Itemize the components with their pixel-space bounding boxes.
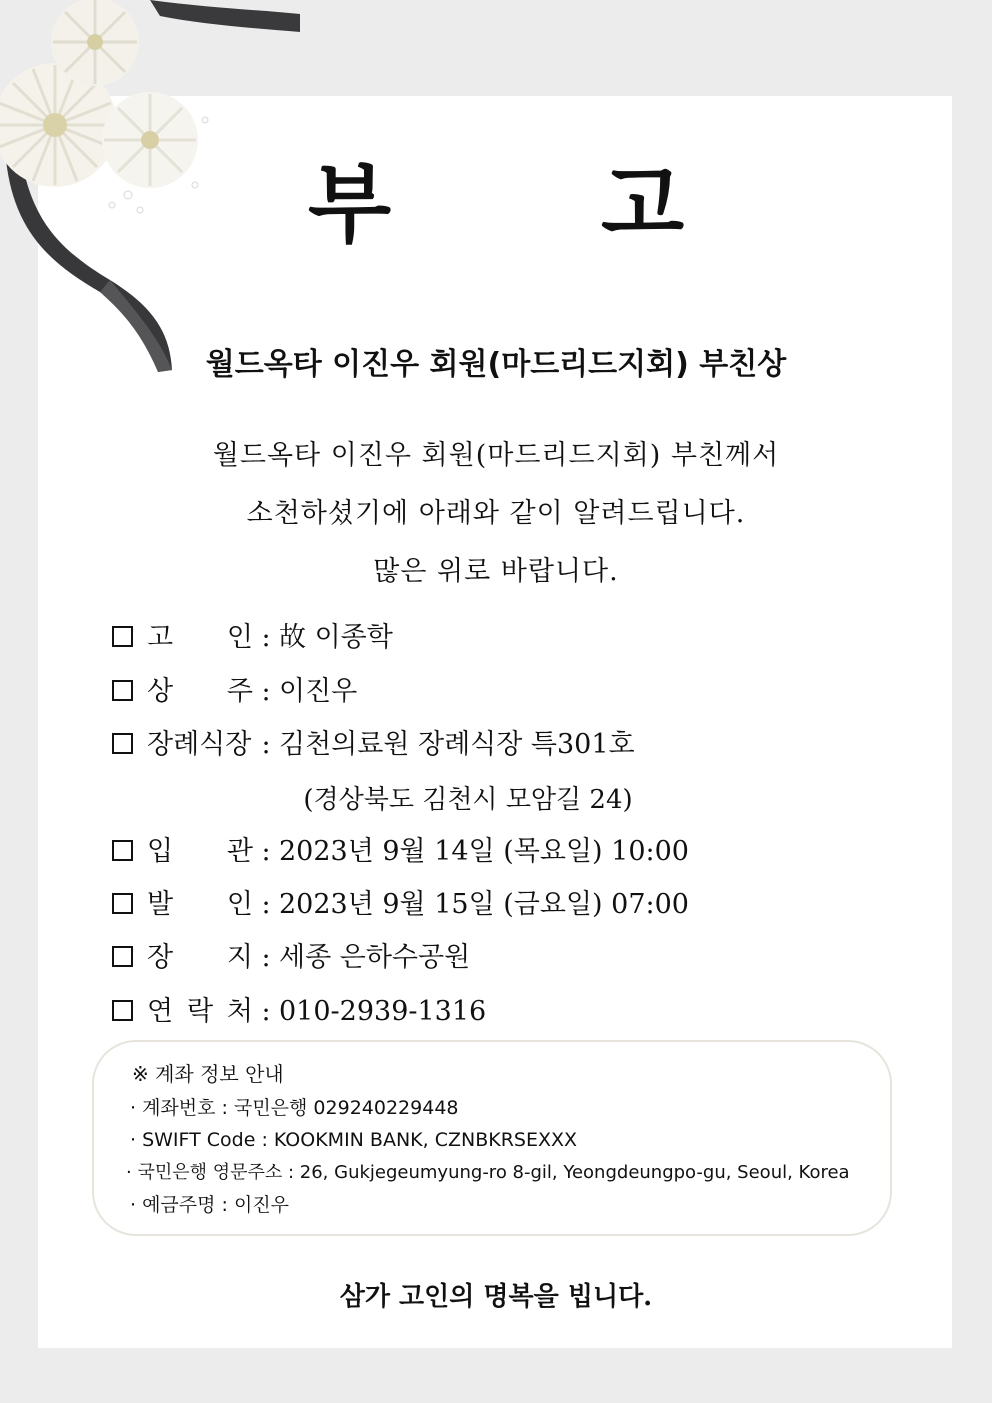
detail-encoffining [112,832,689,872]
detail-label: 장 지 [147,942,253,973]
detail-colon: : [261,622,271,653]
checkbox-square-icon [112,626,133,647]
page-title: 부 고 [307,154,775,255]
checkbox-square-icon [112,893,133,914]
bank-english-address: · 국민은행 영문주소 : 26, Gukjegeumyung-ro 8-gil, Yeongdeungpo-gu, Seoul, Korea [126,1162,850,1183]
closing-condolence: 삼가 고인의 명복을 빕니다. [339,1282,653,1312]
checkbox-square-icon [112,733,133,754]
detail-label: 발 인 [147,889,253,920]
detail-value: 2023년 9월 15일 (금요일) 07:00 [279,889,689,920]
checkbox-square-icon [112,1000,133,1021]
detail-value: 故 이종학 [279,622,393,653]
detail-label: 연 락 처 [147,996,253,1027]
detail-chief-mourner [112,672,357,712]
detail-funeral-hall [112,725,635,765]
detail-colon: : [261,889,271,920]
contact-phone: 010-2939-1316 [279,996,487,1027]
detail-value: 2023년 9월 14일 (목요일) 10:00 [279,836,689,867]
account-holder: · 예금주명 : 이진우 [130,1194,290,1216]
detail-colon: : [261,996,271,1027]
detail-label: 입 관 [147,836,253,867]
funeral-hall-address: (경상북도 김천시 모암길 24) [303,785,633,815]
detail-colon: : [261,676,271,707]
detail-value: 세종 은하수공원 [279,942,471,973]
message-line-3: 많은 위로 바랍니다. [373,556,619,587]
detail-colon: : [261,942,271,973]
detail-colon: : [261,729,271,760]
message-line-1: 월드옥타 이진우 회원(마드리드지회) 부친께서 [212,440,780,471]
detail-burial-site [112,938,470,978]
swift-code: · SWIFT Code : KOOKMIN BANK, CZNBKRSEXXX [130,1129,578,1151]
account-heading: ※ 계좌 정보 안내 [132,1062,284,1086]
detail-deceased [112,618,393,658]
detail-colon: : [261,836,271,867]
account-info-box [92,1040,892,1236]
message-line-2: 소천하셨기에 아래와 같이 알려드립니다. [246,498,746,529]
detail-label: 상 주 [147,676,253,707]
detail-label: 고 인 [147,622,253,653]
detail-label: 장례식장 [147,729,252,760]
detail-contact [112,992,486,1032]
checkbox-square-icon [112,680,133,701]
detail-value: 이진우 [279,676,358,707]
detail-value: 김천의료원 장례식장 특301호 [279,729,635,760]
detail-departure [112,885,689,925]
notice-subtitle: 월드옥타 이진우 회원(마드리드지회) 부친상 [205,347,787,382]
account-number: · 계좌번호 : 국민은행 029240229448 [130,1097,459,1119]
checkbox-square-icon [112,840,133,861]
checkbox-square-icon [112,946,133,967]
